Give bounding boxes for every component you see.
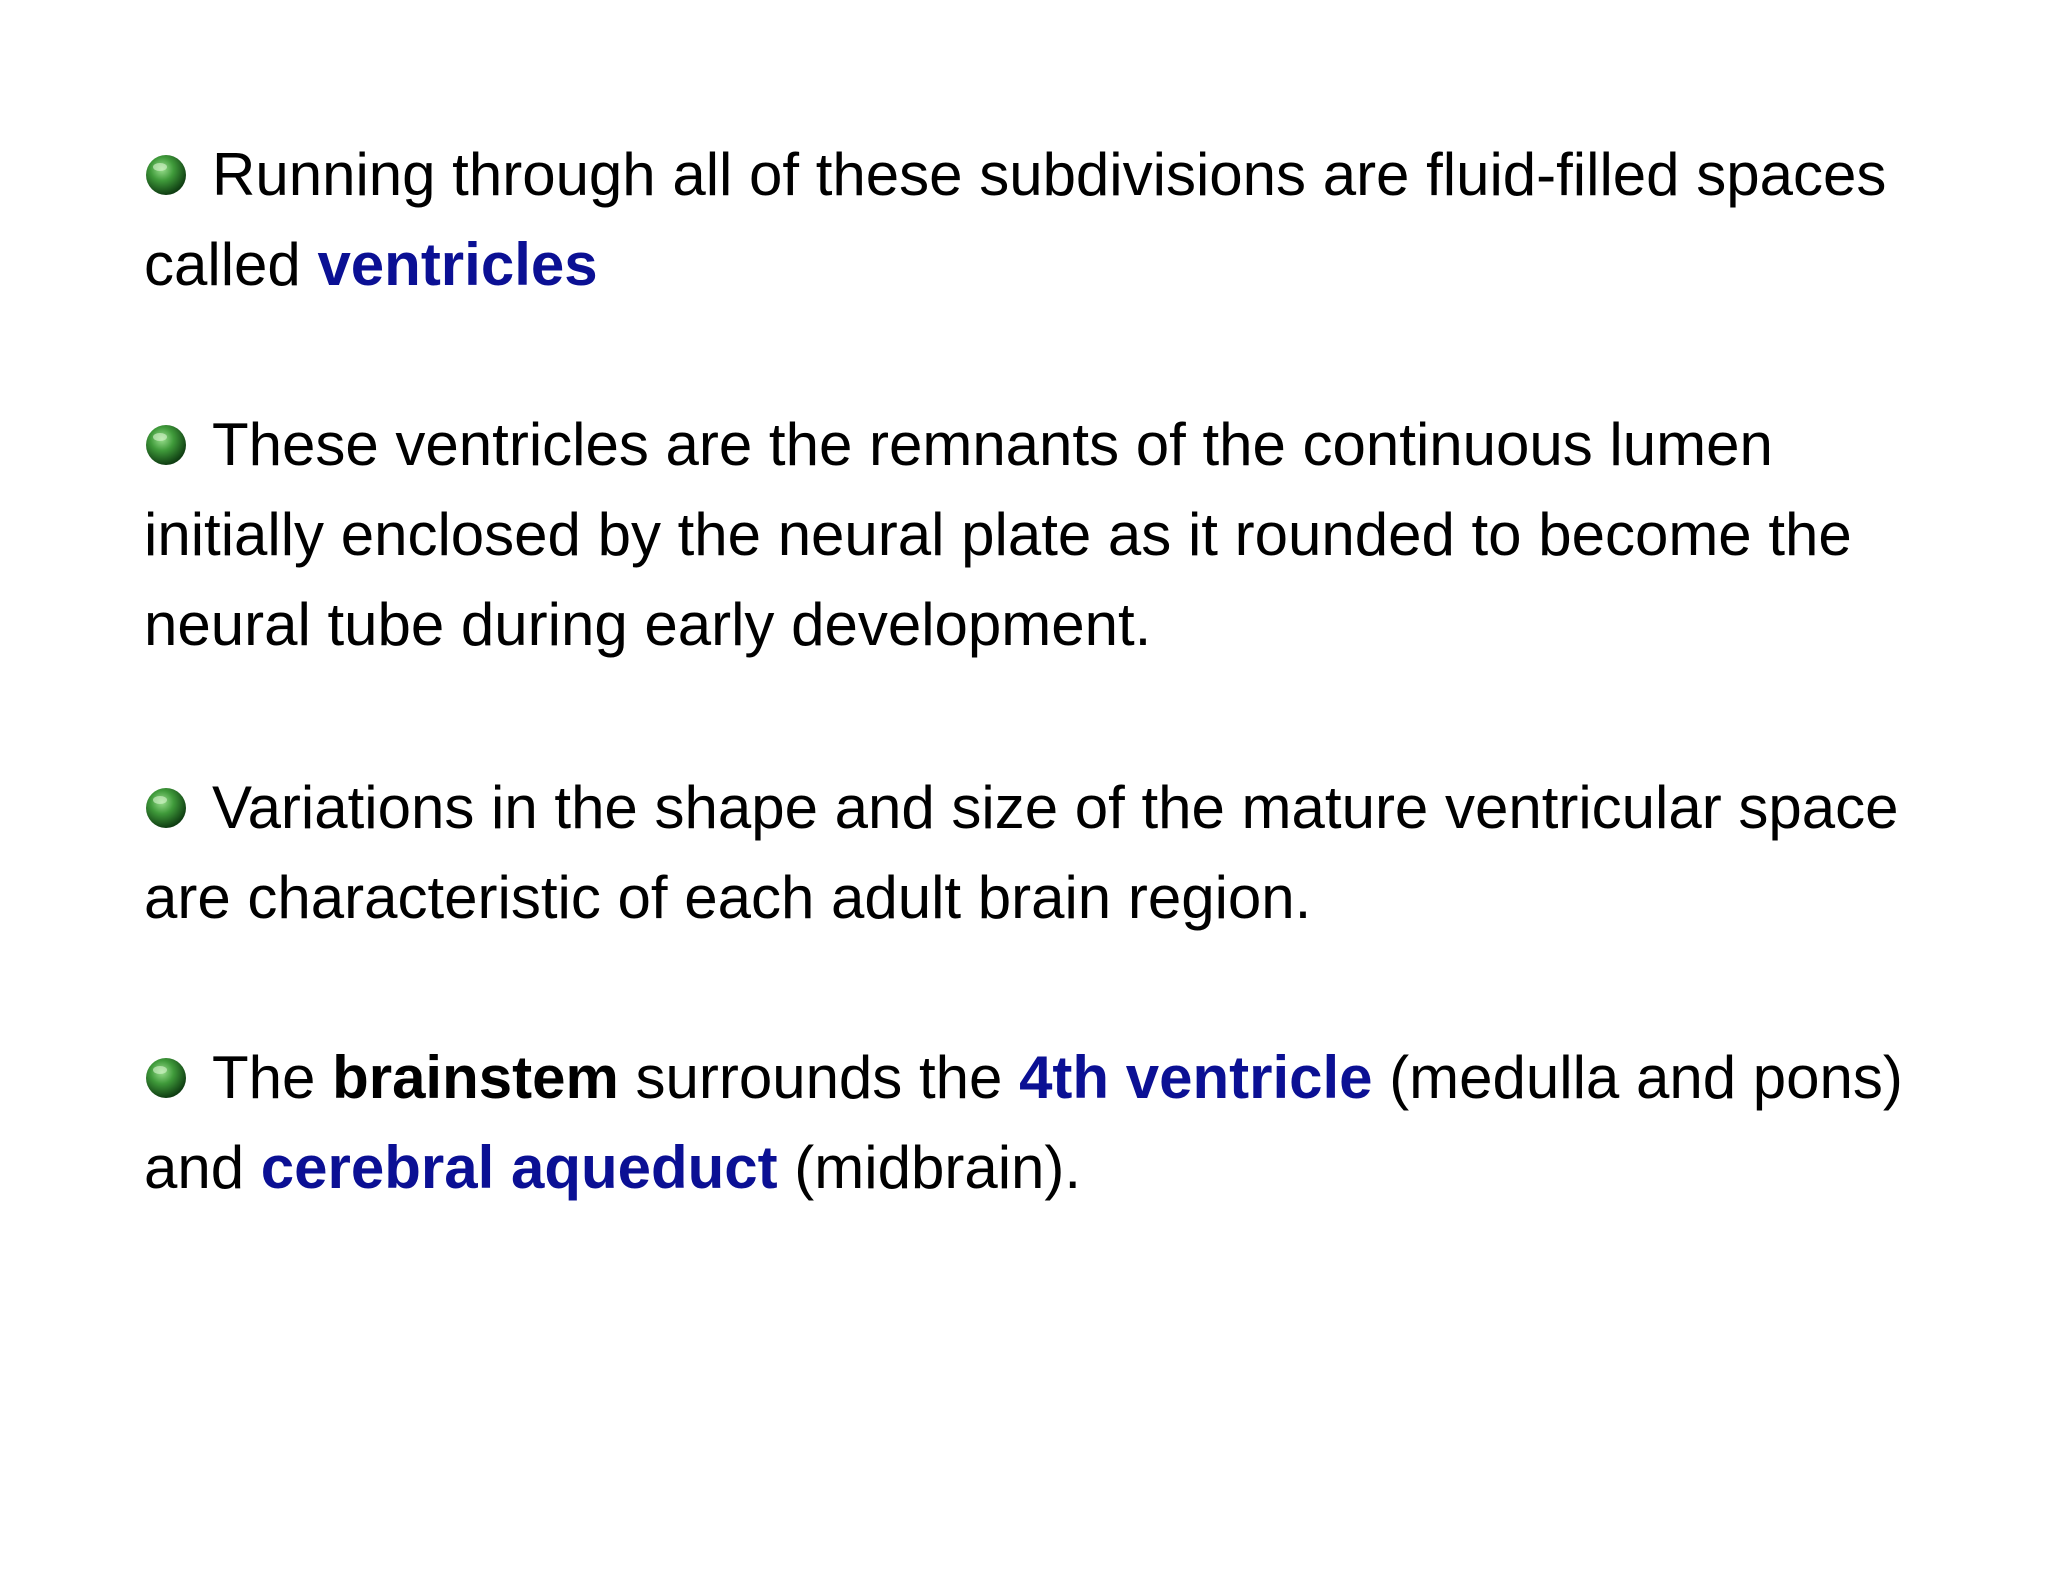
- bullet-text: Running through all of these subdivisions are fluid-filled spaces called: [144, 141, 1887, 298]
- bullet-text: These ventricles are the remnants of the continuous lumen initially enclosed by the neural plate as it rounded to become the neural tube during early development.: [144, 411, 1852, 658]
- bullet-text: (midbrain).: [777, 1134, 1082, 1201]
- green-sphere-bullet-icon: [144, 153, 188, 197]
- green-sphere-bullet-icon: [144, 786, 188, 830]
- green-sphere-bullet-icon: [144, 1056, 188, 1100]
- bullet-text: surrounds the: [618, 1044, 1020, 1111]
- green-sphere-bullet-icon: [144, 423, 188, 467]
- term-cerebral-aqueduct: cerebral aqueduct: [260, 1134, 778, 1201]
- bullet-text: (medulla and pons) and: [144, 1044, 1903, 1201]
- bullet-item-3: [144, 763, 1904, 943]
- term-ventricles: ventricles: [317, 231, 598, 298]
- bullet-text: The: [212, 1044, 333, 1111]
- bullet-text: Variations in the shape and size of the mature ventricular space are characteristic of each adult brain region.: [144, 774, 1899, 931]
- bullet-item-4: [144, 1033, 1904, 1213]
- term-brainstem: brainstem: [332, 1044, 619, 1111]
- bullet-item-2: [144, 400, 1924, 670]
- term-4th-ventricle: 4th ventricle: [1019, 1044, 1373, 1111]
- bullet-item-1: [144, 130, 1904, 310]
